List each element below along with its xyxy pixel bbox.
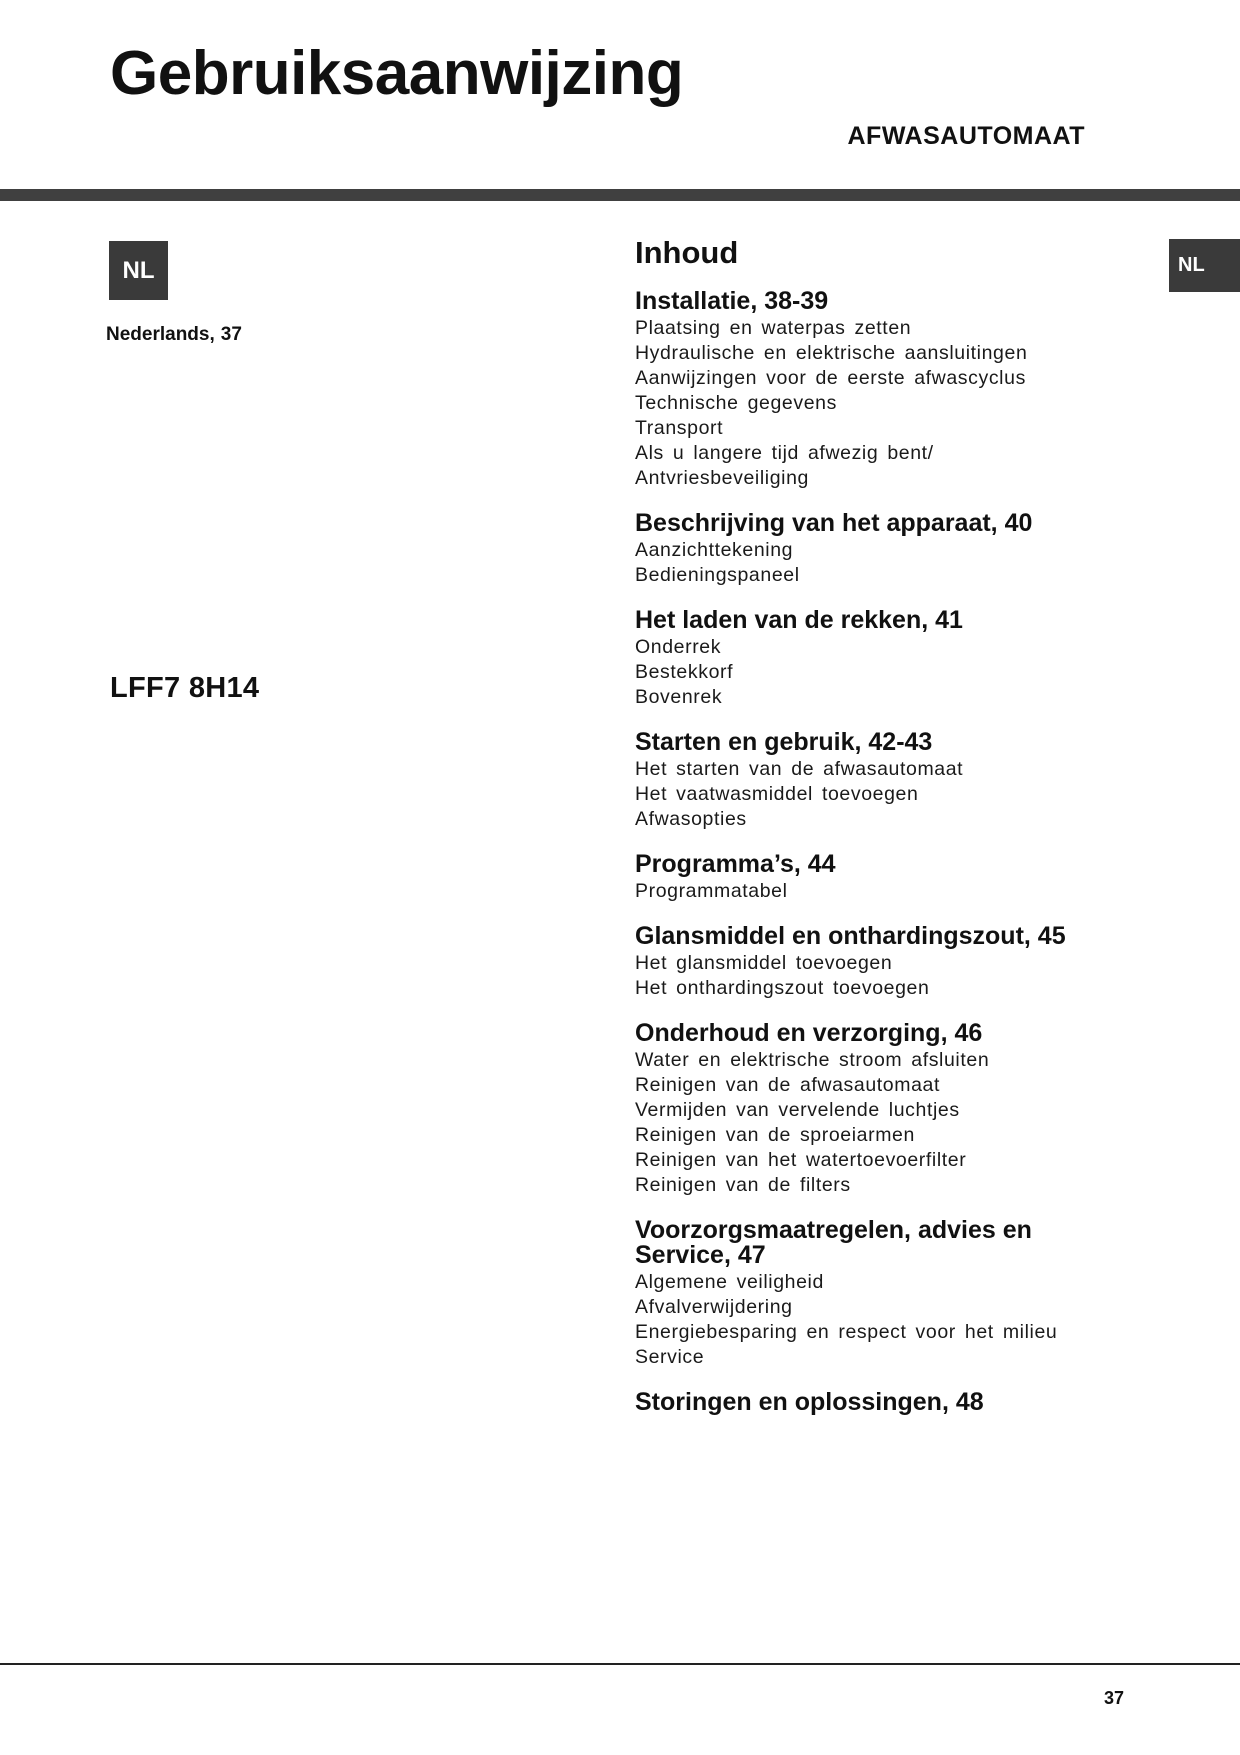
toc-item: Het onthardingszout toevoegen	[635, 977, 930, 1000]
toc-item: Reinigen van het watertoevoerfilter	[635, 1149, 967, 1172]
toc-item: Reinigen van de afwasautomaat	[635, 1074, 940, 1097]
toc-item-list	[635, 538, 1105, 588]
toc-item: Reinigen van de filters	[635, 1174, 851, 1197]
toc-section-title: Voorzorgsmaatregelen, advies en Service, 47	[635, 1216, 1032, 1270]
toc-item: Bestekkorf	[635, 661, 734, 684]
toc-section	[635, 1218, 1105, 1370]
language-page: 37	[220, 324, 242, 345]
language-index-line	[106, 324, 242, 346]
toc-item: Bovenrek	[635, 686, 723, 709]
toc-item-list	[635, 635, 1105, 710]
toc-item-list	[635, 316, 1105, 491]
toc-item: Afwasopties	[635, 808, 747, 831]
model-number: LFF7 8H14	[110, 672, 260, 704]
toc-section-title: Beschrijving van het apparaat, 40	[635, 509, 1033, 538]
language-label: Nederlands,	[106, 324, 215, 345]
toc-section	[635, 1390, 1105, 1415]
toc-section-title: Starten en gebruik, 42-43	[635, 728, 933, 757]
side-language-tab: NL	[1169, 239, 1240, 292]
table-of-contents	[635, 234, 1105, 1435]
toc-item: Antvriesbeveiliging	[635, 467, 809, 490]
toc-item: Plaatsing en waterpas zetten	[635, 317, 912, 340]
toc-item: Algemene veiligheid	[635, 1271, 824, 1294]
toc-section	[635, 924, 1105, 1001]
toc-item-list	[635, 879, 1105, 904]
toc-item: Programmatabel	[635, 880, 788, 903]
toc-item-list	[635, 951, 1105, 1001]
toc-item: Afvalverwijdering	[635, 1296, 793, 1319]
toc-sections	[635, 289, 1105, 1415]
toc-item: Water en elektrische stroom afsluiten	[635, 1049, 990, 1072]
toc-section	[635, 1021, 1105, 1198]
toc-section-title: Installatie, 38-39	[635, 287, 829, 316]
toc-item: Het vaatwasmiddel toevoegen	[635, 783, 919, 806]
toc-item-list	[635, 1270, 1105, 1370]
toc-section	[635, 511, 1105, 588]
toc-section-title: Glansmiddel en onthardingszout, 45	[635, 922, 1066, 951]
toc-section	[635, 730, 1105, 832]
toc-item: Energiebesparing en respect voor het milieu	[635, 1321, 1058, 1344]
toc-item-list	[635, 1048, 1105, 1198]
toc-item: Het starten van de afwasautomaat	[635, 758, 964, 781]
toc-section	[635, 289, 1105, 491]
document-subtitle: AFWASAUTOMAAT	[847, 122, 1085, 150]
page-number: 37	[1104, 1688, 1125, 1708]
toc-item: Als u langere tijd afwezig bent/	[635, 442, 934, 465]
toc-item: Aanzichttekening	[635, 539, 794, 562]
toc-section-title: Storingen en oplossingen, 48	[635, 1388, 984, 1417]
footer-divider	[0, 1663, 1240, 1665]
toc-section-title: Onderhoud en verzorging, 46	[635, 1019, 983, 1048]
toc-item: Het glansmiddel toevoegen	[635, 952, 893, 975]
toc-item: Transport	[635, 417, 724, 440]
toc-heading: Inhoud	[635, 235, 739, 270]
toc-section-title: Het laden van de rekken, 41	[635, 606, 963, 635]
toc-item: Aanwijzingen voor de eerste afwascyclus	[635, 367, 1026, 390]
toc-item: Service	[635, 1346, 705, 1369]
toc-item: Hydraulische en elektrische aansluitingen	[635, 342, 1028, 365]
header-divider	[0, 189, 1240, 201]
toc-item: Vermijden van vervelende luchtjes	[635, 1099, 960, 1122]
language-badge: NL	[109, 241, 168, 300]
toc-item: Bedieningspaneel	[635, 564, 800, 587]
toc-section-title: Programma’s, 44	[635, 850, 836, 879]
toc-item: Onderrek	[635, 636, 722, 659]
document-title: Gebruiksaanwijzing	[110, 39, 684, 108]
toc-item: Technische gegevens	[635, 392, 837, 415]
toc-section	[635, 608, 1105, 710]
toc-item: Reinigen van de sproeiarmen	[635, 1124, 915, 1147]
toc-section	[635, 852, 1105, 904]
toc-item-list	[635, 757, 1105, 832]
